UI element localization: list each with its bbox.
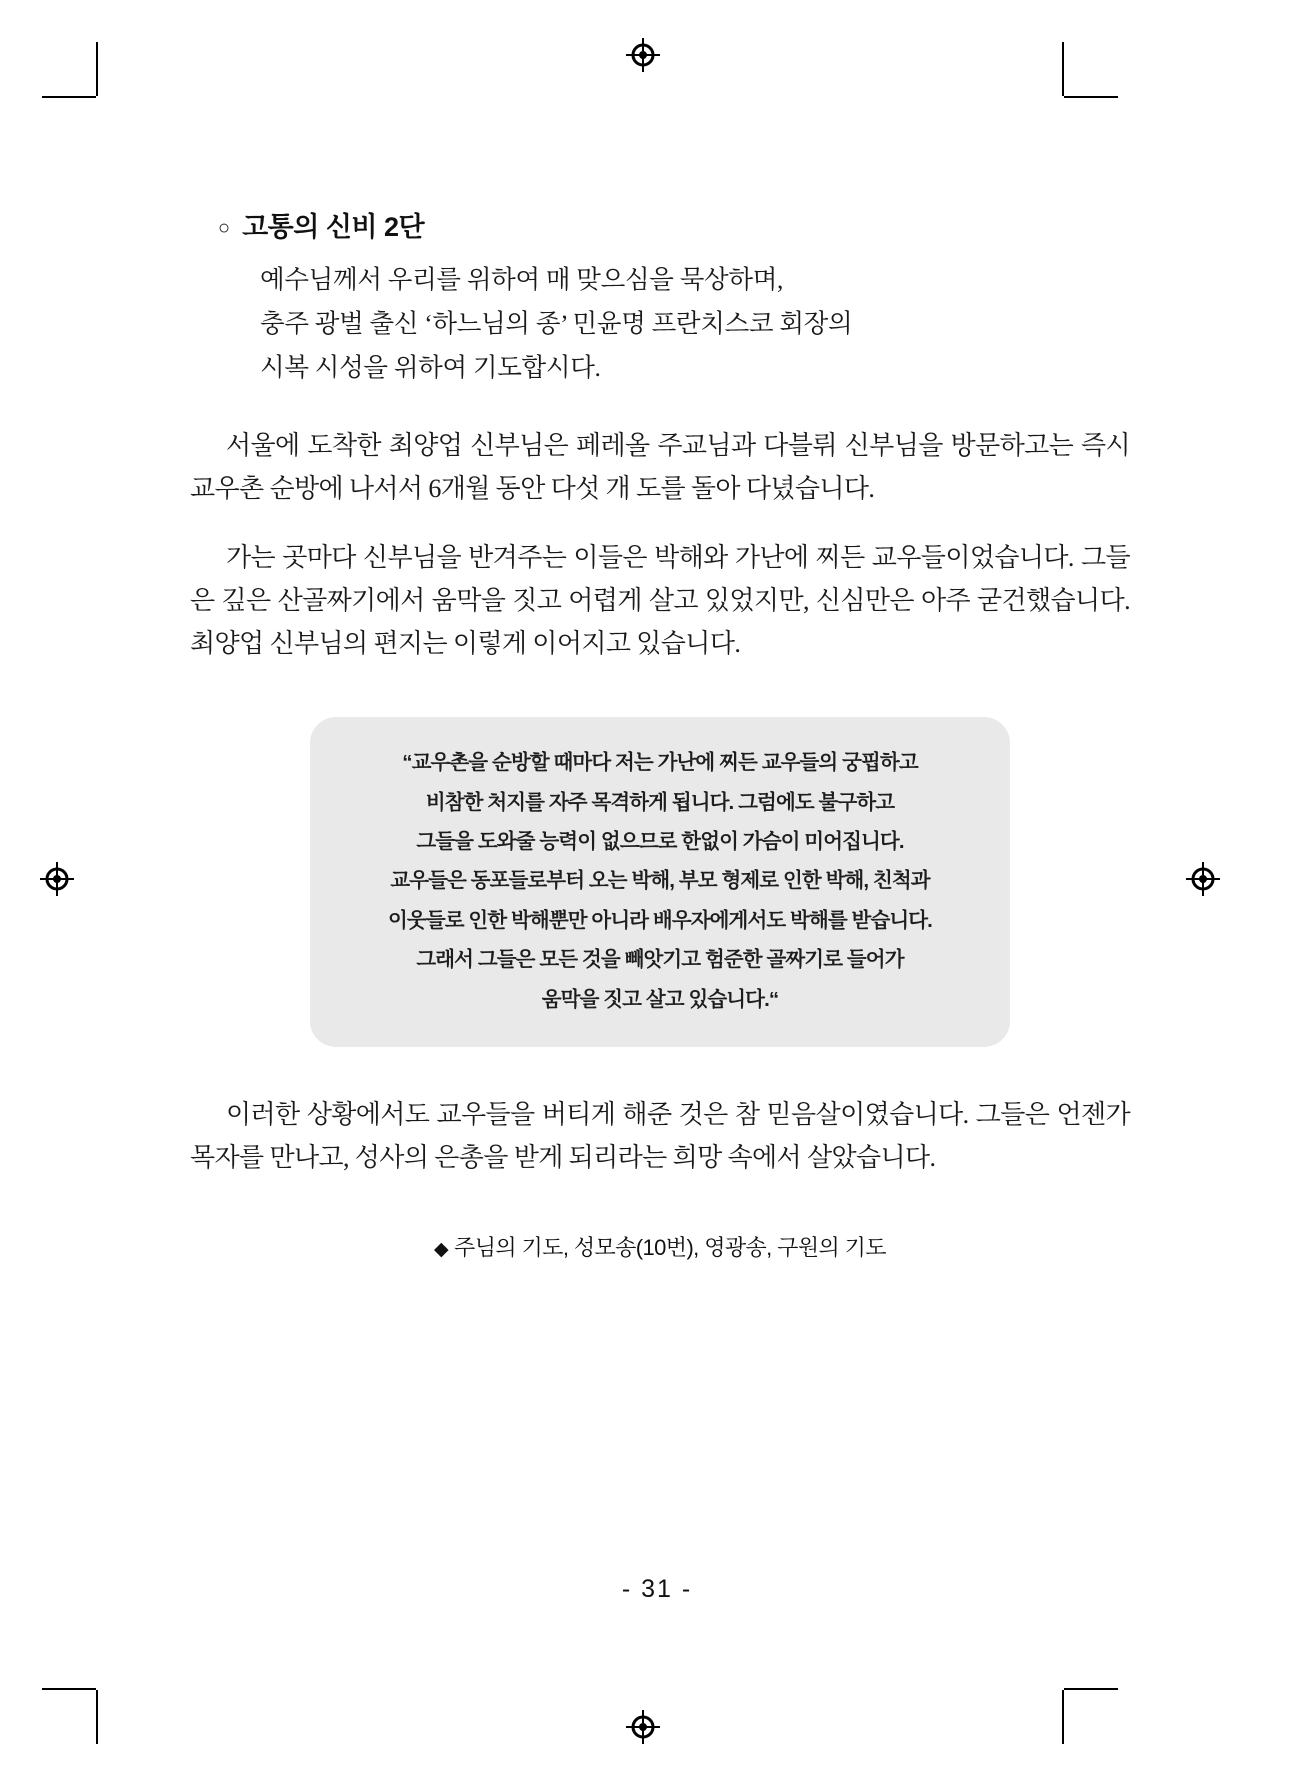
section-heading-title: 고통의 신비 2단 xyxy=(242,212,425,242)
registration-mark-right xyxy=(1186,862,1220,896)
crop-mark-top-right-vertical xyxy=(1062,42,1064,96)
quote-line-2: 비참한 처지를 자주 목격하게 됩니다. 그럼에도 불구하고 xyxy=(425,790,895,814)
quote-line-3: 그들을 도와줄 능력이 없으므로 한없이 가슴이 미어집니다. xyxy=(416,830,904,854)
crop-mark-bottom-right-horizontal xyxy=(1064,1688,1118,1690)
crop-mark-bottom-right-vertical xyxy=(1062,1690,1064,1744)
intro-line-3: 시복 시성을 위하여 기도합시다. xyxy=(260,352,601,382)
page-number: - 31 - xyxy=(621,1575,693,1603)
prayer-instruction-text: 주님의 기도, 성모송(10번), 영광송, 구원의 기도 xyxy=(454,1235,886,1261)
crop-mark-top-left-vertical xyxy=(96,42,98,96)
body-paragraph-1: 서울에 도착한 최양업 신부님은 페레올 주교님과 다블뤼 신부님을 방문하고는 즉시 교우촌 순방에 나서서 6개월 동안 다섯 개 도를 돌아 다녔습니다. xyxy=(190,430,1130,503)
prayer-instruction xyxy=(190,1231,1130,1262)
crop-mark-bottom-left-vertical xyxy=(96,1690,98,1744)
quote-line-6: 그래서 그들은 모든 것을 빼앗기고 험준한 골짜기로 들어가 xyxy=(416,948,904,972)
quote-line-7: 움막을 짓고 살고 있습니다.“ xyxy=(541,987,779,1011)
body-paragraph-2: 가는 곳마다 신부님을 반겨주는 이들은 박해와 가난에 찌든 교우들이었습니다. 그들은 깊은 산골짜기에서 움막을 짓고 어렵게 살고 있었지만, 신심만은 아주 굳건했습니다. 최양업 신부님의 편지는 이렇게 이어지고 있습니다. xyxy=(190,542,1130,659)
quote-box xyxy=(310,717,1010,1047)
circle-bullet-icon: ○ xyxy=(218,217,231,239)
crop-mark-top-left-horizontal xyxy=(42,96,96,98)
quote-line-5: 이웃들로 인한 박해뿐만 아니라 배우자에게서도 박해를 받습니다. xyxy=(388,908,932,932)
crop-mark-top-right-horizontal xyxy=(1064,96,1118,98)
intro-line-1: 예수님께서 우리를 위하여 매 맞으심을 묵상하며, xyxy=(260,265,784,294)
intro-line-2: 충주 광벌 출신 ‘하느님의 종’ 민윤명 프란치스코 회장의 xyxy=(260,308,853,338)
quote-line-1: “교우촌을 순방할 때마다 저는 가난에 찌든 교우들의 궁핍하고 xyxy=(402,751,918,775)
registration-mark-top xyxy=(626,38,660,72)
registration-mark-left xyxy=(40,862,74,896)
diamond-icon: ◆ xyxy=(434,1239,449,1261)
crop-mark-bottom-left-horizontal xyxy=(42,1688,96,1690)
registration-mark-bottom xyxy=(626,1710,660,1744)
page-content xyxy=(190,205,1130,1262)
quote-line-4: 교우들은 동포들로부터 오는 박해, 부모 형제로 인한 박해, 친척과 xyxy=(390,869,930,893)
intro-block xyxy=(260,258,1130,390)
section-heading xyxy=(218,205,1130,244)
closing-paragraph: 이러한 상황에서도 교우들을 버티게 해준 것은 참 믿음살이였습니다. 그들은 언젠가 목자를 만나고, 성사의 은총을 받게 되리라는 희망 속에서 살았습니다. xyxy=(190,1099,1130,1173)
